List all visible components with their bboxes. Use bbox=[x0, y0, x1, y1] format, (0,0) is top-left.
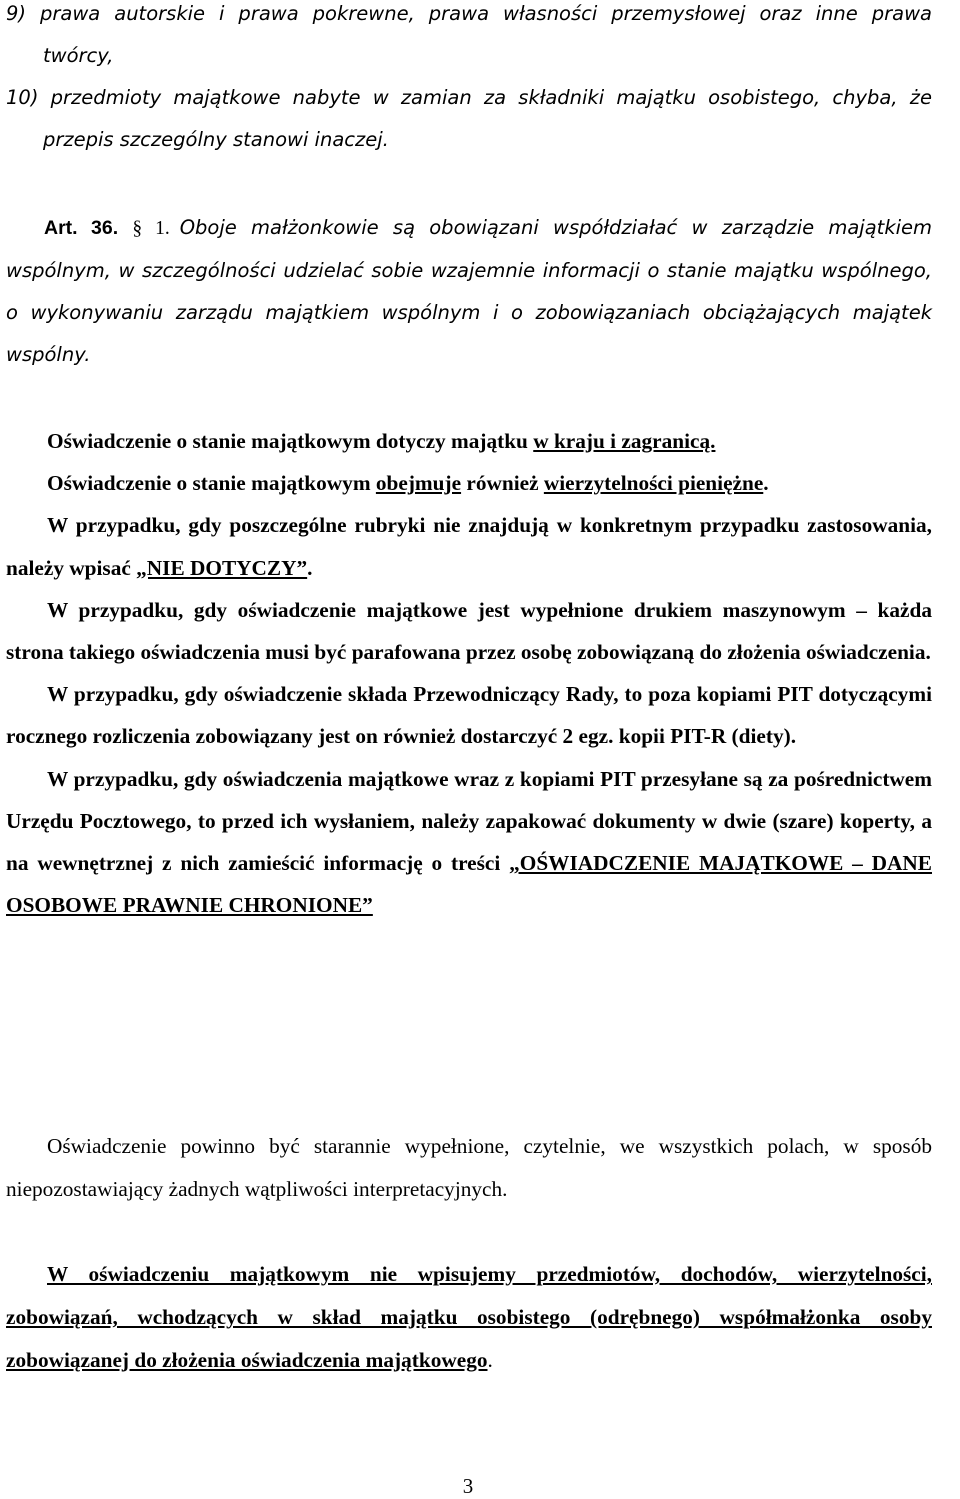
underlined-exclusion: W oświadczeniu majątkowym nie wpisujemy przedmiotów, dochodów, wierzytelności, zobowiązań, wchodzących w skład majątku osobistego (odrębnego) współmałżonka osoby zobowiązanej do złożenia oświadczenia majątkowego bbox=[6, 1262, 932, 1372]
instruction-typewritten: W przypadku, gdy oświadczenie majątkowe jest wypełnione drukiem maszynowym – każda strona takiego oświadczenia musi być parafowana przez osobę zobowiązaną do złożenia oświadczenia. bbox=[6, 597, 932, 665]
article-text-first: Oboje małżonkowie są obowiązani współdziałać w zarządzie majątkiem bbox=[179, 216, 933, 239]
exclusion-note: W oświadczeniu majątkowym nie wpisujemy przedmiotów, dochodów, wierzytelności, zobowiązań, wchodzących w skład majątku osobistego (odrębnego) współmałżonka osoby zobowiązanej do złożenia oświadczenia majątkowego. bbox=[6, 1262, 932, 1372]
underlined-nie-dotyczy: „NIE DOTYCZY” bbox=[136, 555, 308, 580]
instruction-not-applicable: W przypadku, gdy poszczególne rubryki nie znajdują w konkretnym przypadku zastosowania, należy wpisać „NIE DOTYCZY”. bbox=[6, 513, 932, 580]
list-item-9-continuation: twórcy, bbox=[43, 44, 114, 67]
list-item-10-continuation: przepis szczególny stanowi inaczej. bbox=[43, 128, 389, 151]
article-heading: Art. 36. bbox=[44, 217, 119, 239]
completion-note: Oświadczenie powinno być starannie wypełnione, czytelnie, we wszystkich polach, w sposób niepozostawiający żadnych wątpliwości interpretacyjnych. bbox=[6, 1134, 932, 1201]
article-36 bbox=[6, 207, 932, 376]
instruction-territory: Oświadczenie o stanie majątkowym dotyczy majątku w kraju i zagranicą. bbox=[47, 429, 716, 453]
article-text: wspólnym, w szczególności udzielać sobie wzajemnie informacji o stanie majątku wspólnego, o wykonywaniu zarządu majątkiem wspólnym i o zobowiązaniach obciążających majątek wspólny. bbox=[6, 259, 932, 366]
underlined-obejmuje: obejmuje bbox=[375, 471, 462, 496]
list-item-9: 9) prawa autorskie i prawa pokrewne, prawa własności przemysłowej oraz inne prawa bbox=[6, 2, 932, 25]
instruction-post: W przypadku, gdy oświadczenia majątkowe wraz z kopiami PIT przesyłane są za pośrednictwem Urzędu Pocztowego, to przed ich wysłaniem, należy zapakować dokumenty w dwie (szare) koperty, a na wewnętrznej z nich zamieścić informację o treści „OŚWIADCZENIE MAJĄTKOWE – DANE OSOBOWE PRAWNIE CHRONIONE” bbox=[6, 766, 932, 918]
instruction-pit: W przypadku, gdy oświadczenie składa Przewodniczący Rady, to poza kopiami PIT dotyczącymi rocznego rozliczenia zobowiązany jest on również dostarczyć 2 egz. kopii PIT-R (diety). bbox=[6, 682, 932, 749]
paragraph-number: § 1. bbox=[132, 218, 170, 239]
underlined-receivables: wierzytelności pieniężne bbox=[543, 471, 764, 496]
section-sign: § bbox=[132, 218, 143, 239]
instructions bbox=[6, 420, 932, 926]
page-number: 3 bbox=[462, 1474, 474, 1498]
property-list bbox=[6, 0, 932, 161]
underlined-envelope-label: „OŚWIADCZENIE MAJĄTKOWE – DANE OSOBOWE PRAWNIE CHRONIONE” bbox=[6, 851, 932, 918]
article-first-line bbox=[6, 207, 932, 250]
underlined-territory: w kraju i zagranicą. bbox=[533, 429, 716, 453]
instruction-receivables: Oświadczenie o stanie majątkowym obejmuje również wierzytelności pieniężne. bbox=[47, 471, 769, 496]
list-item-10: 10) przedmioty majątkowe nabyte w zamian za składniki majątku osobistego, chyba, że bbox=[6, 86, 932, 109]
